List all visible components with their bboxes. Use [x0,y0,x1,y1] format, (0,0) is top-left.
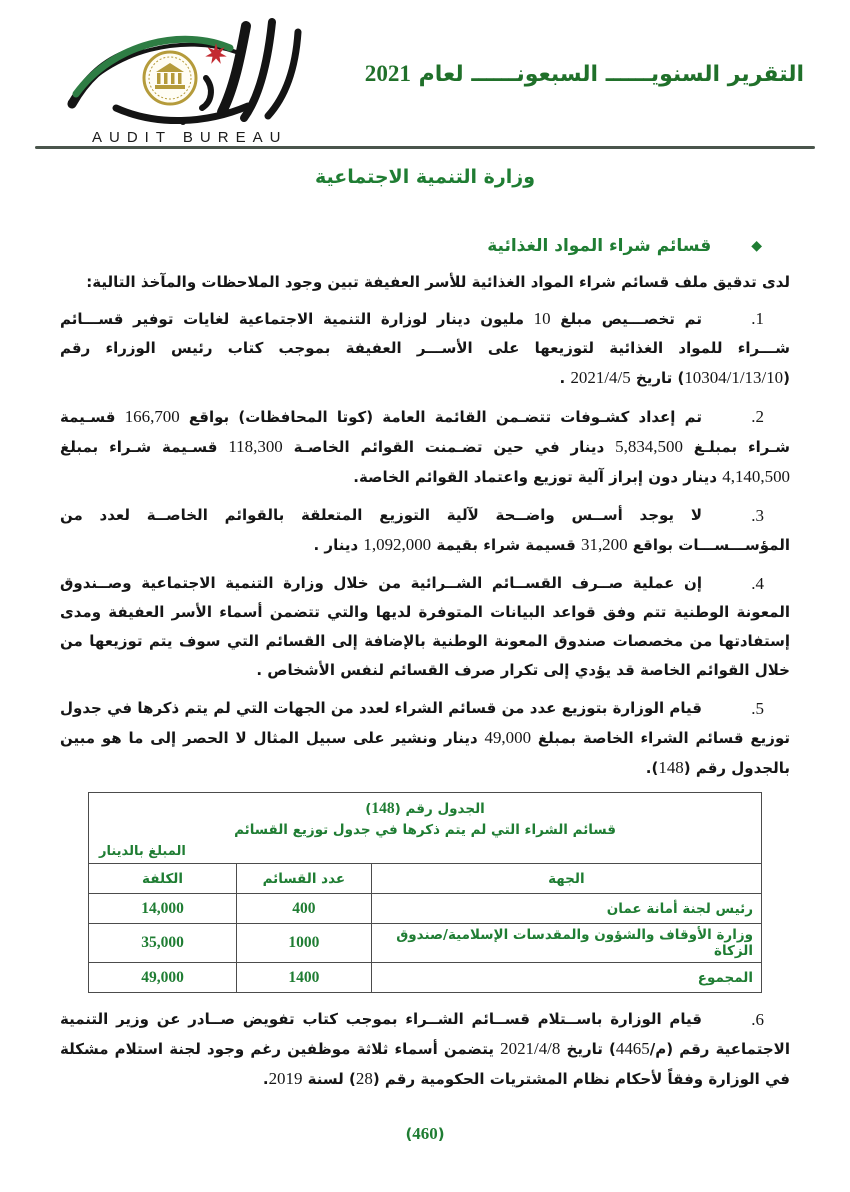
section-title: قسائم شراء المواد الغذائية [487,236,712,256]
entity-cell: رئيس لجنة أمانة عمان [371,894,761,924]
table-row [89,963,762,993]
report-title: التقرير السنويــــــ السبعونــــــ لعام 2021 [364,60,804,87]
item-number: 4. [751,574,764,593]
item-number: 2. [751,407,764,426]
item-number: 3. [751,506,764,525]
table-subject-title: قسائم الشراء التي لم يتم ذكرها في جدول توزيع القسائم [234,822,616,838]
table-number-title: الجدول رقم (148) [365,800,485,817]
item-text: تم تخصـــيص مبلغ 10 مليون دينار لوزارة التنمية الاجتماعية لغايات توفير قســـائم شـــراء للمواد الغذائية لتوزيعها على الأســـر العفيفة بموجب كتاب رئيس الوزراء رقم (10304/1/13/10) تاريخ 2021/4/5 . [60,309,790,387]
value-cell: 14,000 [89,894,237,924]
value-cell: 400 [237,894,372,924]
table-header-cell: الكلفة [89,864,237,894]
table-row [89,924,762,963]
item-text: إن عملية صــرف القســائم الشــرائية من خلال وزارة التنمية الاجتماعية وصــندوق المعونة الوطنية تتم وفق قواعد البيانات المتوفرة لديها والتي تتضمن أسماء الأسر العفيفة ومدى إستفادتها من مخصصات صندوق المعونة الوطنية بالإضافة إلى القسائم التي سوف يتم توزيعها من خلال القوائم الخاصة قد يؤدي إلى تكرار صرف القسائم لنفس الأشخاص . [60,574,790,679]
table-header-row [89,864,762,894]
entity-cell: وزارة الأوقاف والشؤون والمقدسات الإسلامية/صندوق الزكاة [371,924,761,963]
observation-item [60,304,790,393]
table-header-cell: الجهة [371,864,761,894]
audit-bureau-logo [56,18,326,146]
diamond-bullet-icon: ◆ [751,238,762,254]
item-text: تم إعداد كشـوفات تتضـمن القائمة العامة (كوتا المحافظات) بواقع 166,700 قسـيمة شـراء بمبلـغ 5,834,500 دينار في حين تضـمنت القوائم الخاصـة 118,300 قسـيمة شـراء بمبلغ 4,140,500 دينار دون إبراز آلية توزيع واعتماد القوائم الخاصة. [60,407,791,486]
item-text: قيام الوزارة بتوزيع عدد من قسائم الشراء لعدد من الجهات التي لم يتم ذكرها في جدول توزيع قسائم الشراء الخاصة بمبلغ 49,000 دينار ونشير على سبيل المثال لا الحصر إلى ما هو مبين بالجدول رقم (148). [60,699,790,777]
value-cell: 35,000 [89,924,237,963]
table-title-block [88,792,762,863]
table-header-cell: عدد القسائم [237,864,372,894]
section-intro: لدى تدقيق ملف قسائم شراء المواد الغذائية للأسر العفيفة تبين وجود الملاحظات والمآخذ التالية: [86,273,790,291]
gold-emblem-icon [144,52,196,104]
item-text: لا يوجد أســس واضــحة لآلية التوزيع المتعلقة بالقوائم الخاصــة لعدد من المؤســـســـات بواقع 31,200 قسيمة شراء بقيمة 1,092,000 دينار . [60,506,790,554]
table-grid [88,863,762,993]
item-number: 1. [751,309,764,328]
item-text: قيام الوزارة باســتلام قســائم الشــراء بموجب كتاب تفويض صــادر عن وزير التنمية الاجتماعية رقم (م/4465) تاريخ 2021/4/8 يتضمن أسماء ثلاثة موظفين رغم وجود لجنة استلام مشكلة في الوزارة وفقاً لأحكام نظام المشتريات الحكومية رقم (28) لسنة 2019. [60,1010,790,1088]
item-number: 6. [751,1010,764,1029]
observation-item [60,402,790,492]
section-heading-row [60,236,790,256]
header-divider [35,146,815,149]
observations-list-before-table [60,304,790,783]
observation-item [60,501,790,560]
observation-item [60,694,790,783]
page-number: (460) [405,1124,445,1143]
value-cell: 49,000 [89,963,237,993]
item-number: 5. [751,699,764,718]
entity-cell: المجموع [371,963,761,993]
observation-item [60,1005,790,1094]
audit-bureau-logo-graphic [56,18,326,126]
table-unit-note: المبلغ بالدينار [99,844,186,859]
value-cell: 1400 [237,963,372,993]
value-cell: 1000 [237,924,372,963]
observation-item [60,569,790,685]
table-148 [88,792,762,993]
logo-latin-name: AUDIT BUREAU [92,129,288,146]
table-row [89,894,762,924]
observations-list-after-table [60,1005,790,1094]
page-title: وزارة التنمية الاجتماعية [314,166,536,188]
page-content [60,160,790,1144]
calligraphy-dot [180,119,186,125]
